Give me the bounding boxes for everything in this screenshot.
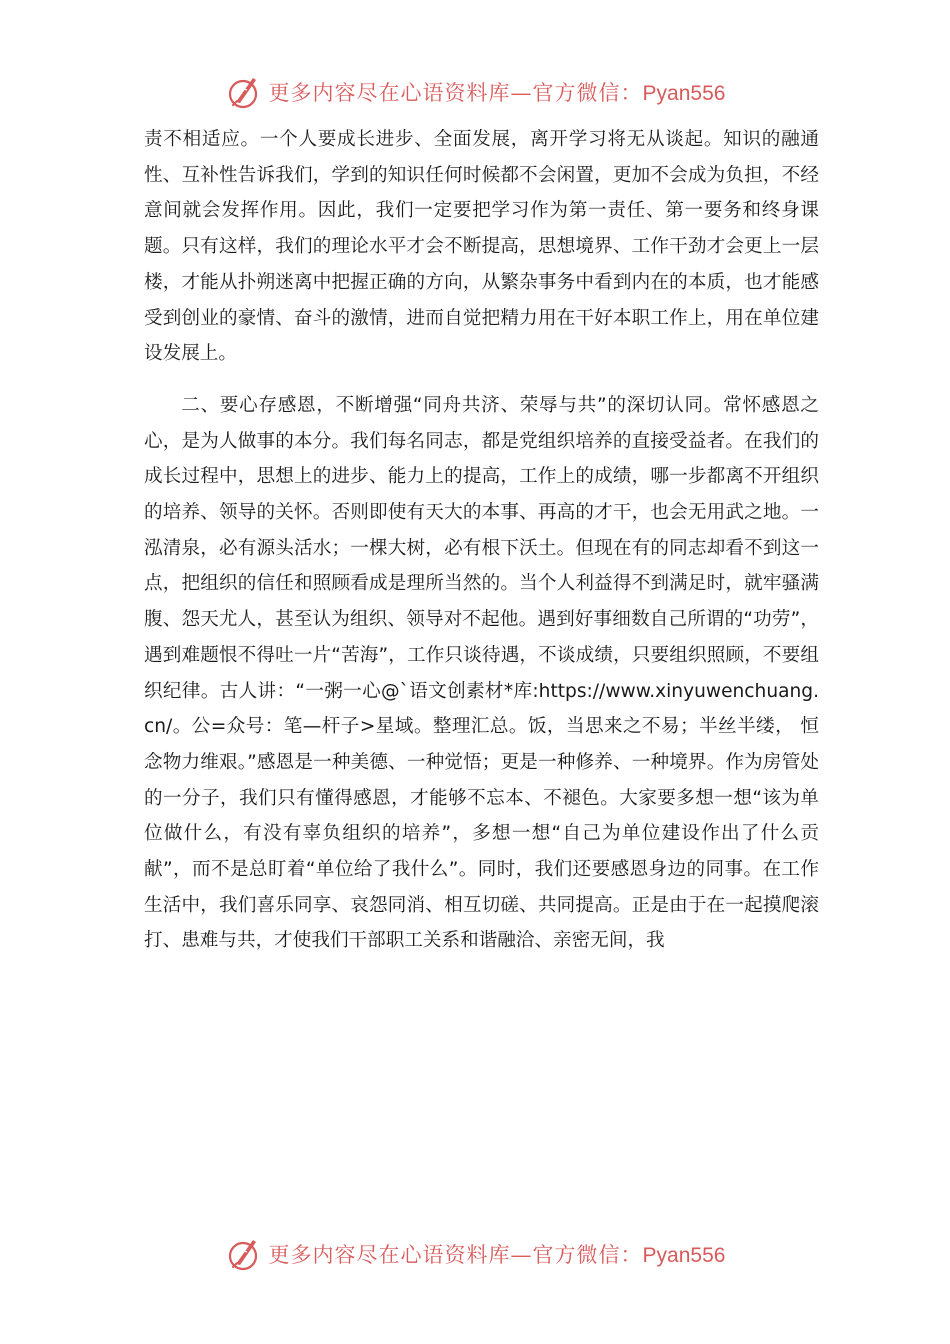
quill-logo-icon <box>225 1234 265 1274</box>
paragraph-1: 责不相适应。一个人要成长进步、全面发展，离开学习将无从谈起。知识的融通性、互补性告诉我们，学到的知识任何时候都不会闲置，更加不会成为负担，不经意间就会发挥作用。因此，我们一定要把学习作为第一责任、第一要务和终身课题。只有这样，我们的理论水平才会不断提高，思想境界、工作干劲才会更上一层楼，才能从扑朔迷离中把握正确的方向，从繁杂事务中看到内在的本质，也才能感受到创业的豪情、奋斗的激情，进而自觉把精力用在干好本职工作上，用在单位建设发展上。 <box>144 129 819 365</box>
watermark-label: 更多内容尽在心语资料库—官方微信： <box>268 1243 643 1267</box>
watermark-label: 更多内容尽在心语资料库—官方微信： <box>268 81 643 105</box>
quill-logo-icon <box>225 72 265 112</box>
watermark-text <box>269 1239 726 1269</box>
watermark-handle: Pyan556 <box>642 82 726 105</box>
document-body <box>144 122 819 959</box>
watermark-text <box>269 77 726 107</box>
watermark-handle: Pyan556 <box>642 1244 726 1267</box>
header-watermark <box>0 70 950 114</box>
footer-watermark <box>0 1232 950 1276</box>
paragraph-2: 二、要心存感恩，不断增强“同舟共济、荣辱与共”的深切认同。常怀感恩之心，是为人做事的本分。我们每名同志，都是党组织培养的直接受益者。在我们的成长过程中，思想上的进步、能力上的提高，工作上的成绩，哪一步都离不开组织的培养、领导的关怀。否则即使有天大的本事、再高的才干，也会无用武之地。一泓清泉，必有源头活水；一棵大树，必有根下沃土。但现在有的同志却看不到这一点，把组织的信任和照顾看成是理所当然的。当个人利益得不到满足时，就牢骚满腹、怨天尤人，甚至认为组织、领导对不起他。遇到好事细数自己所谓的“功劳”，遇到难题恨不得吐一片“苦海”，工作只谈待遇，不谈成绩，只要组织照顾，不要组织纪律。古人讲：“一粥一心@`语文创素材*库:https://www.xinyuwenchuang.cn/。公=众号：笔—杆子>星域。整理汇总。饭，当思来之不易；半丝半缕， 恒念物力维艰。”感恩是一种美德、一种觉悟；更是一种修养、一种境界。作为房管处的一分子，我们只有懂得感恩，才能够不忘本、不褪色。大家要多想一想“该为单位做什么，有没有辜负组织的培养”，多想一想“自己为单位建设作出了什么贡献”，而不是总盯着“单位给了我什么”。同时，我们还要感恩身边的同事。在工作生活中，我们喜乐同享、哀怨同消、相互切磋、共同提高。正是由于在一起摸爬滚打、患难与共，才使我们干部职工关系和谐融洽、亲密无间，我 <box>144 394 819 952</box>
